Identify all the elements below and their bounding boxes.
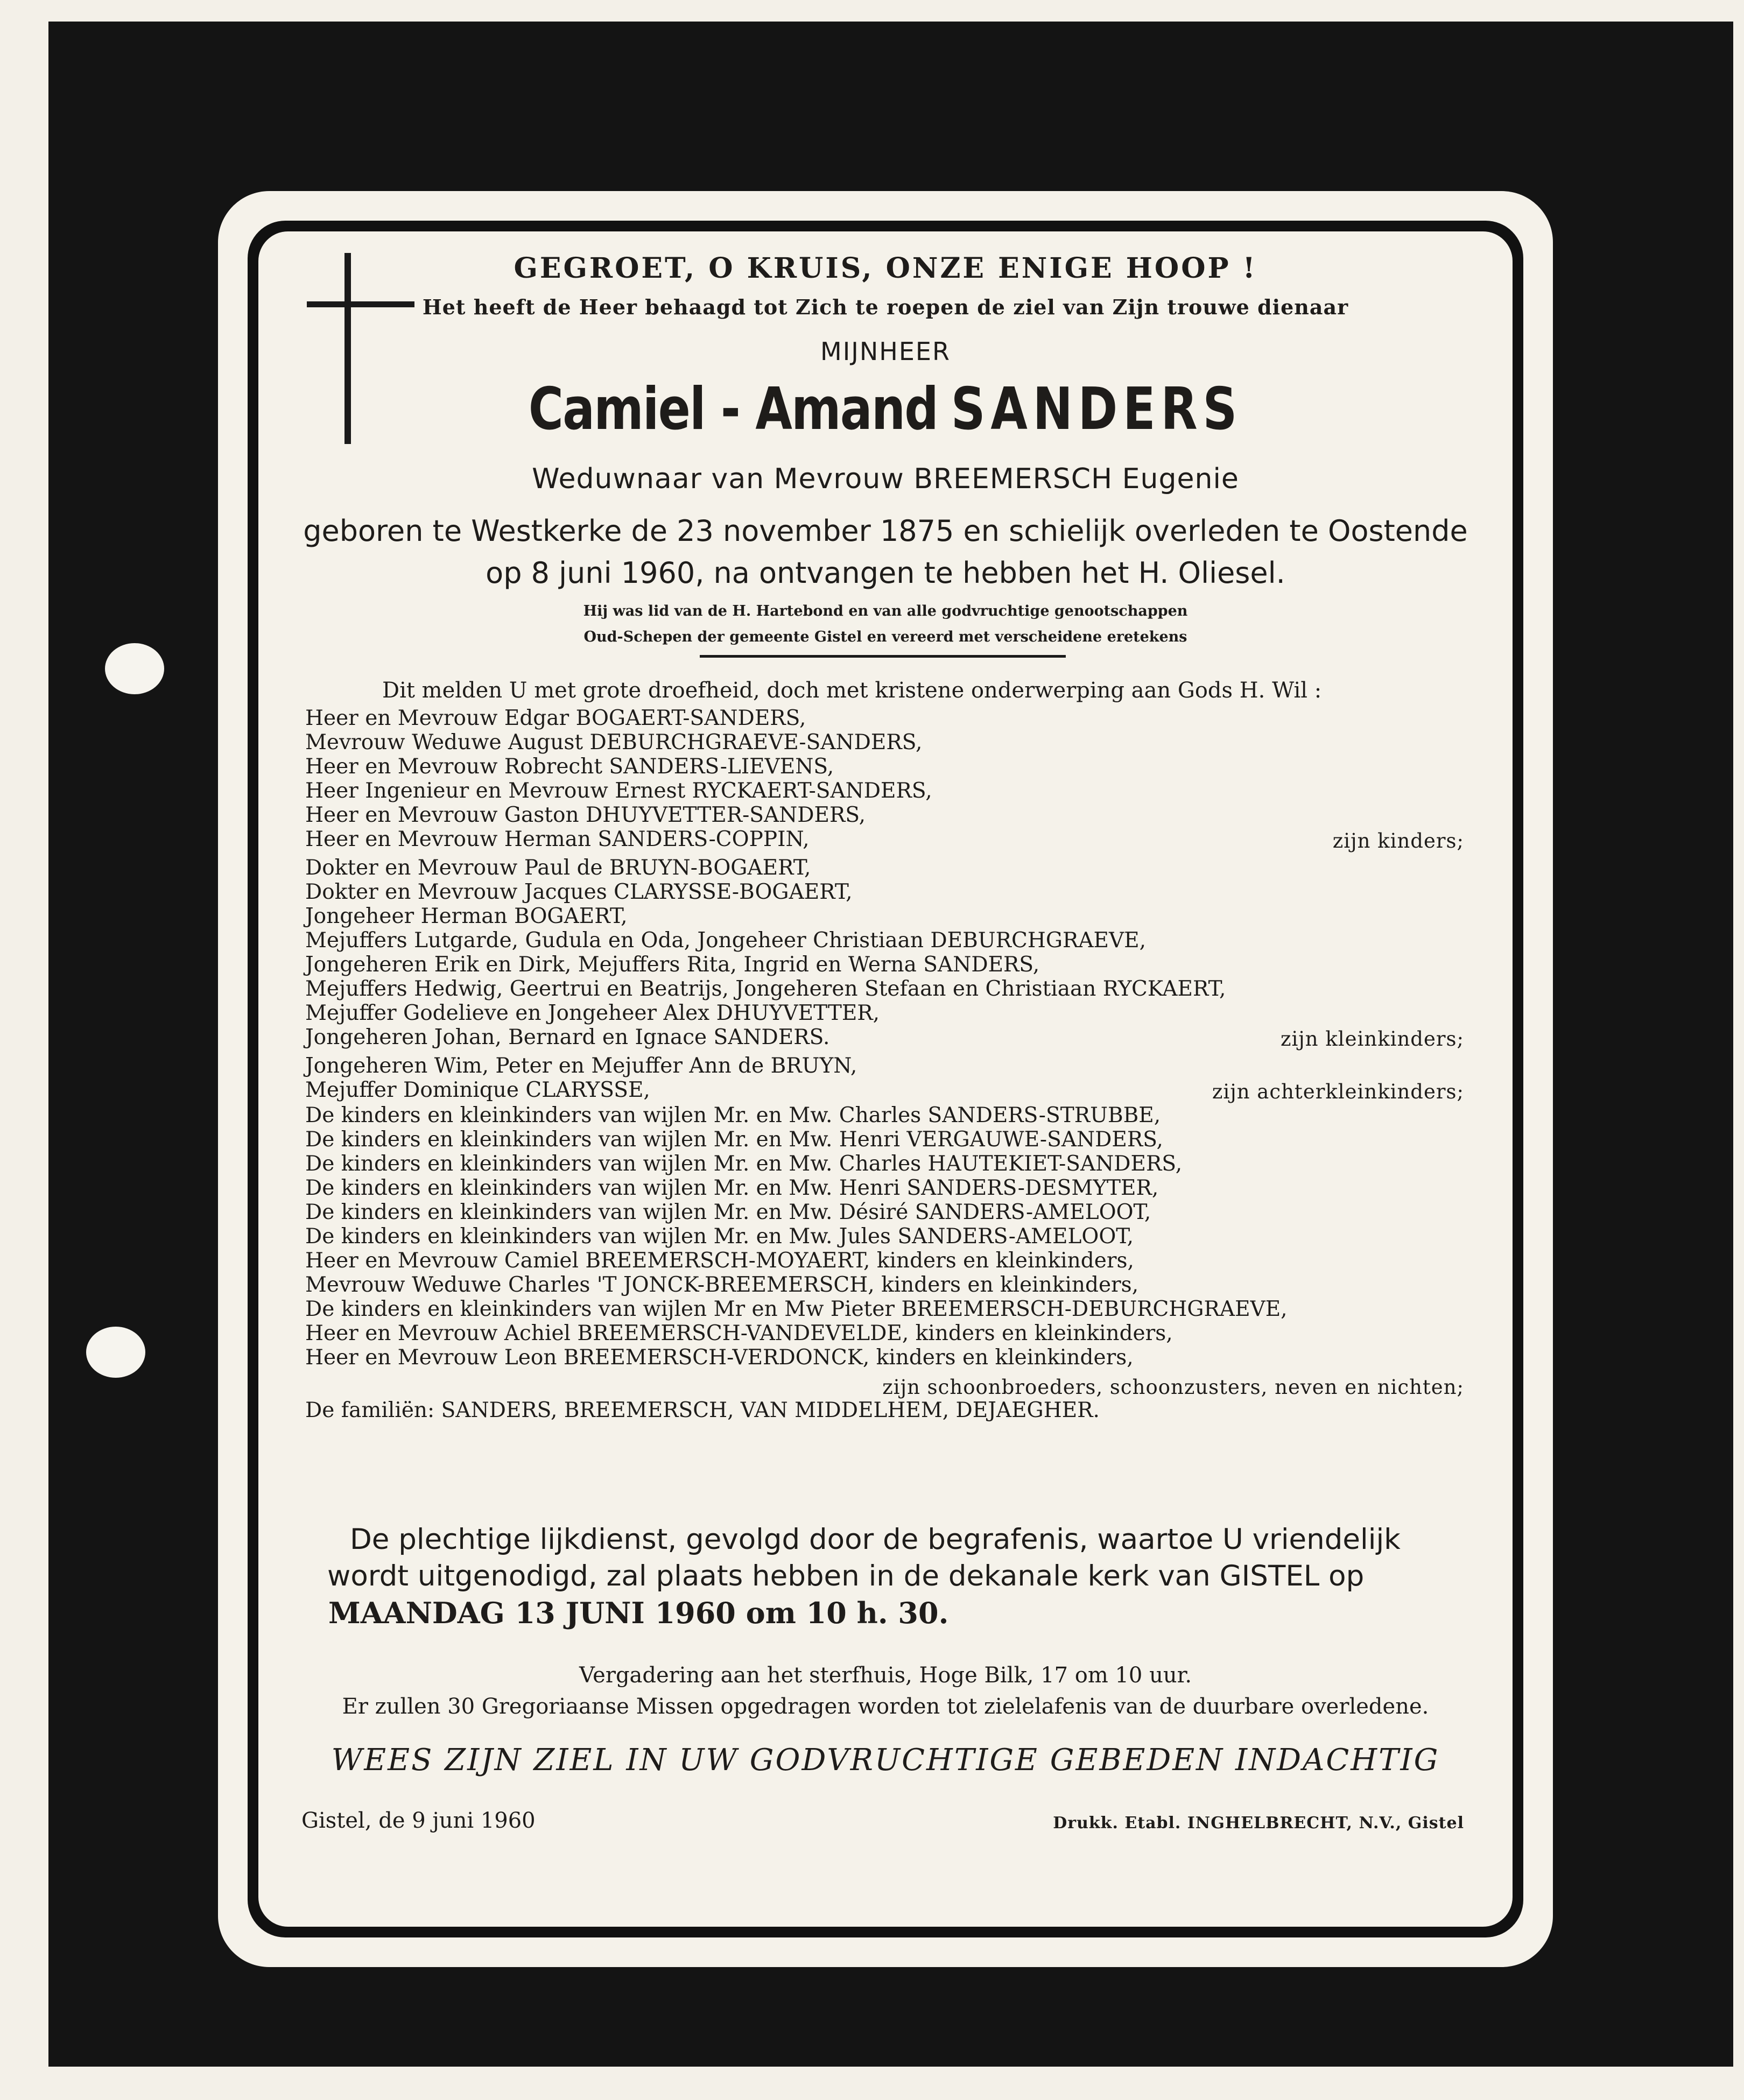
mourner-line: De kinders en kleinkinders van wijlen Mr. en Mw. Henri VERGAUWE-SANDERS, xyxy=(305,1127,1163,1152)
death-notice-panel xyxy=(258,231,1513,1927)
mourner-line: De kinders en kleinkinders van wijlen Mr. en Mw. Charles HAUTEKIET-SANDERS, xyxy=(305,1152,1183,1176)
relation-label: zijn kleinkinders; xyxy=(1280,1027,1464,1051)
mourner-line: Dokter en Mevrouw Paul de BRUYN-BOGAERT, xyxy=(305,856,811,880)
mourner-line: Jongeheer Herman BOGAERT, xyxy=(305,904,628,928)
punch-hole-top xyxy=(105,643,164,694)
mourner-line: Jongeheren Johan, Bernard en Ignace SANDERS. xyxy=(305,1025,830,1049)
mourner-line: Heer en Mevrouw Edgar BOGAERT-SANDERS, xyxy=(305,706,806,730)
relation-label: zijn schoonbroeders, schoonzusters, neven en nichten; xyxy=(882,1376,1464,1399)
mourner-line: Mejuffers Hedwig, Geertrui en Beatrijs, Jongeheren Stefaan en Christiaan RYCKAERT, xyxy=(305,977,1226,1001)
deceased-name xyxy=(371,376,1400,443)
mourner-line: Heer en Mevrouw Herman SANDERS-COPPIN, xyxy=(305,827,810,851)
mourner-line: De kinders en kleinkinders van wijlen Mr. en Mw. Désiré SANDERS-AMELOOT, xyxy=(305,1200,1151,1224)
prayer-request: WEES ZIJN ZIEL IN UW GODVRUCHTIGE GEBEDEN INDACHTIG xyxy=(331,1743,1440,1778)
divider-rule xyxy=(700,655,1066,658)
mourner-line: De kinders en kleinkinders van wijlen Mr. en Mw. Charles SANDERS-STRUBBE, xyxy=(305,1103,1161,1127)
surname: SANDERS xyxy=(951,376,1243,443)
mourner-line: Dokter en Mevrouw Jacques CLARYSSE-BOGAERT, xyxy=(305,880,853,904)
relation-label: zijn kinders; xyxy=(1332,829,1464,852)
membership-line-1: Hij was lid van de H. Hartebond en van alle godvruchtige genootschappen xyxy=(583,603,1188,619)
mourner-line: De kinders en kleinkinders van wijlen Mr. en Mw. Henri SANDERS-DESMYTER, xyxy=(305,1176,1159,1200)
mourner-line: Heer Ingenieur en Mevrouw Ernest RYCKAERT-SANDERS, xyxy=(305,779,932,803)
service-date: MAANDAG 13 JUNI 1960 om 10 h. 30. xyxy=(328,1596,949,1630)
mourner-line: Mevrouw Weduwe Charles 'T JONCK-BREEMERSCH, kinders en kleinkinders, xyxy=(305,1273,1139,1297)
mourner-line: Heer en Mevrouw Robrecht SANDERS-LIEVENS, xyxy=(305,755,834,779)
intro-text: Het heeft de Heer behaagd tot Zich te roepen de ziel van Zijn trouwe dienaar xyxy=(422,295,1349,319)
service-line-2: wordt uitgenodigd, zal plaats hebben in de dekanale kerk van GISTEL op xyxy=(327,1560,1365,1592)
service-line-1: De plechtige lijkdienst, gevolgd door de begrafenis, waartoe U vriendelijk xyxy=(350,1523,1401,1556)
birth-death-line-2: op 8 juni 1960, na ontvangen te hebben het H. Oliesel. xyxy=(486,556,1285,590)
announcement: Dit melden U met grote droefheid, doch met kristene onderwerping aan Gods H. Wil : xyxy=(382,678,1322,703)
mourner-line: De familiën: SANDERS, BREEMERSCH, VAN MIDDELHEM, DEJAEGHER. xyxy=(305,1398,1100,1422)
mourner-line: Heer en Mevrouw Achiel BREEMERSCH-VANDEVELDE, kinders en kleinkinders, xyxy=(305,1321,1173,1345)
relation-label: zijn achterkleinkinders; xyxy=(1212,1080,1464,1103)
birth-death-line-1: geboren te Westkerke de 23 november 1875 en schielijk overleden te Oostende xyxy=(303,514,1468,548)
mourner-line: Mejuffer Godelieve en Jongeheer Alex DHUYVETTER, xyxy=(305,1001,880,1025)
honorific: MIJNHEER xyxy=(820,337,951,366)
punch-hole-bottom xyxy=(86,1327,145,1378)
mourner-line: Jongeheren Wim, Peter en Mejuffer Ann de BRUYN, xyxy=(305,1054,857,1078)
printer-credit: Drukk. Etabl. INGHELBRECHT, N.V., Gistel xyxy=(1053,1814,1464,1833)
given-names: Camiel - Amand xyxy=(528,376,938,443)
mourner-line: Jongeheren Erik en Dirk, Mejuffers Rita, Ingrid en Werna SANDERS, xyxy=(305,953,1040,977)
mourner-line: Mejuffers Lutgarde, Gudula en Oda, Jongeheer Christiaan DEBURCHGRAEVE, xyxy=(305,928,1147,953)
mourner-line: Heer en Mevrouw Camiel BREEMERSCH-MOYAERT, kinders en kleinkinders, xyxy=(305,1249,1134,1273)
mourner-line: Heer en Mevrouw Leon BREEMERSCH-VERDONCK, kinders en kleinkinders, xyxy=(305,1345,1134,1370)
mourner-line: Heer en Mevrouw Gaston DHUYVETTER-SANDERS, xyxy=(305,803,866,827)
gathering-note: Vergadering aan het sterfhuis, Hoge Bilk, 17 om 10 uur. xyxy=(579,1663,1192,1688)
mourner-line: Mevrouw Weduwe August DEBURCHGRAEVE-SANDERS, xyxy=(305,730,923,755)
masses-note: Er zullen 30 Gregoriaanse Missen opgedragen worden tot zielelafenis van de duurbare overledene. xyxy=(342,1694,1429,1719)
membership-line-2: Oud-Schepen der gemeente Gistel en vereerd met verscheidene eretekens xyxy=(583,629,1187,645)
mourner-line: Mejuffer Dominique CLARYSSE, xyxy=(305,1078,650,1102)
widower-line: Weduwnaar van Mevrouw BREEMERSCH Eugenie xyxy=(532,463,1239,495)
mourner-line: De kinders en kleinkinders van wijlen Mr en Mw Pieter BREEMERSCH-DEBURCHGRAEVE, xyxy=(305,1297,1288,1321)
motto: GEGROET, O KRUIS, ONZE ENIGE HOOP ! xyxy=(514,252,1257,285)
mourner-line: De kinders en kleinkinders van wijlen Mr. en Mw. Jules SANDERS-AMELOOT, xyxy=(305,1224,1134,1249)
place-date: Gistel, de 9 juni 1960 xyxy=(301,1808,536,1833)
